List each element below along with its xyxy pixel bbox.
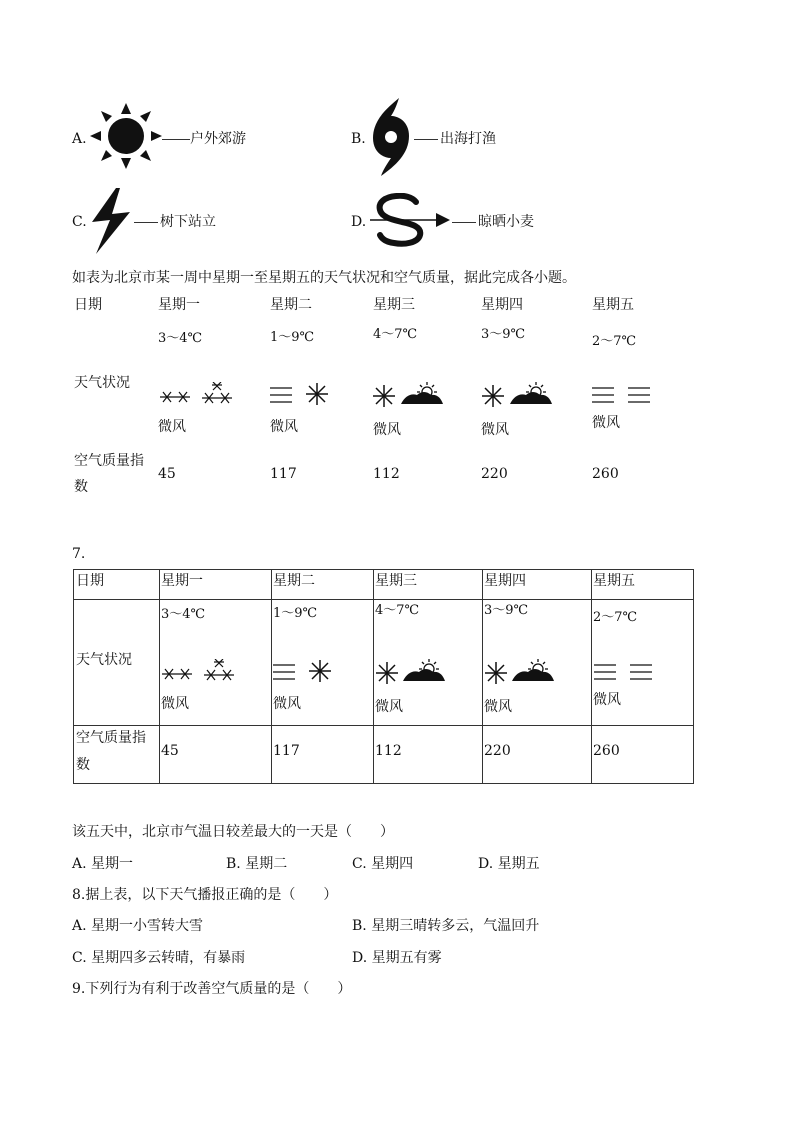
header-weather: 天气状况 [74,375,130,391]
temperature: 2～7℃ [592,334,637,349]
question-7-stem: 该五天中，北京市气温日较差最大的一天是（ ） [72,824,394,840]
haze-icon [628,385,650,405]
question-8-option-d[interactable]: D. 星期五有雾 [352,950,442,966]
question-9-stem: 9.下列行为有利于改善空气质量的是（ ） [72,981,352,997]
option-label: 晾晒小麦 [478,214,534,230]
aqi-value: 220 [484,743,511,759]
header-aqi-cont: 数 [76,757,90,773]
wind: 微风 [593,692,621,708]
question-7-option-a[interactable]: A. 星期一 [72,856,134,872]
haze-icon [594,662,616,682]
typhoon-icon [369,98,413,176]
day-name: 星期一 [161,573,203,589]
aqi-value: 112 [375,743,402,759]
wind: 微风 [373,422,401,438]
sunny-icon [373,385,395,407]
option-letter: D. [351,214,367,230]
header-aqi: 空气质量指 [74,453,144,469]
cloudy-icon [401,382,443,406]
heavy-snow-icon [204,659,234,683]
day-name: 星期五 [593,573,635,589]
question-number: 7. [72,546,86,562]
haze-icon [630,662,652,682]
option-label: 出海打渔 [440,131,496,147]
question-8-option-b[interactable]: B. 星期三晴转多云，气温回升 [352,918,540,934]
option-letter: C. [72,214,87,230]
haze-icon [270,385,292,405]
haze-icon [273,662,295,682]
header-weather: 天气状况 [76,652,132,668]
header-aqi: 空气质量指 [76,730,146,746]
sunny-icon [485,662,507,684]
question-7-option-b[interactable]: B. 星期二 [226,856,288,872]
wind: 微风 [161,696,189,712]
temperature: 2～7℃ [593,610,638,625]
sunny-icon [376,662,398,684]
sunny-icon [306,383,328,405]
wind: 微风 [375,699,403,715]
wind: 微风 [273,696,301,712]
sunny-icon [309,660,331,682]
day-name: 星期五 [592,297,634,313]
cloudy-icon [403,659,445,683]
header-date: 日期 [74,297,102,313]
aqi-value: 117 [270,466,297,482]
option-letter: A. [72,131,87,147]
sun-icon [90,103,162,169]
question-8-stem: 8.据上表，以下天气播报正确的是（ ） [72,887,338,903]
intro-text: 如表为北京市某一周中星期一至星期五的天气状况和空气质量，据此完成各小题。 [72,270,576,286]
light-snow-icon [162,664,192,686]
question-7-option-c[interactable]: C. 星期四 [352,856,414,872]
header-date: 日期 [76,573,104,589]
aqi-value: 45 [161,743,179,759]
cloudy-icon [510,382,552,406]
day-name: 星期四 [481,297,523,313]
wind: 微风 [592,415,620,431]
temperature: 1～9℃ [270,330,315,345]
option-label: 户外郊游 [190,131,246,147]
aqi-value: 117 [273,743,300,759]
day-name: 星期三 [375,573,417,589]
option-letter: B. [351,131,366,147]
haze-icon [592,385,614,405]
wind: 微风 [158,419,186,435]
cloudy-icon [512,659,554,683]
temperature: 3～4℃ [161,607,206,622]
header-aqi-cont: 数 [74,479,88,495]
wind: 微风 [484,699,512,715]
temperature: 3～4℃ [158,331,203,346]
aqi-value: 112 [373,466,400,482]
aqi-value: 260 [592,466,619,482]
wind: 微风 [270,419,298,435]
day-name: 星期三 [373,297,415,313]
light-snow-icon [160,387,190,409]
temperature: 4～7℃ [375,603,420,618]
heavy-snow-icon [202,382,232,406]
option-label: 树下站立 [160,214,216,230]
aqi-value: 45 [158,466,176,482]
aqi-value: 260 [593,743,620,759]
aqi-value: 220 [481,466,508,482]
day-name: 星期四 [484,573,526,589]
wind: 微风 [481,422,509,438]
temperature: 3～9℃ [481,327,526,342]
temperature: 1～9℃ [273,606,318,621]
sandstorm-icon [370,193,450,247]
temperature: 3～9℃ [484,603,529,618]
question-7-option-d[interactable]: D. 星期五 [478,856,540,872]
question-8-option-c[interactable]: C. 星期四多云转晴，有暴雨 [72,950,246,966]
day-name: 星期二 [270,297,312,313]
day-name: 星期一 [158,297,200,313]
question-8-option-a[interactable]: A. 星期一小雪转大雪 [72,918,204,934]
sunny-icon [482,385,504,407]
day-name: 星期二 [273,573,315,589]
lightning-icon [90,188,132,254]
temperature: 4～7℃ [373,327,418,342]
